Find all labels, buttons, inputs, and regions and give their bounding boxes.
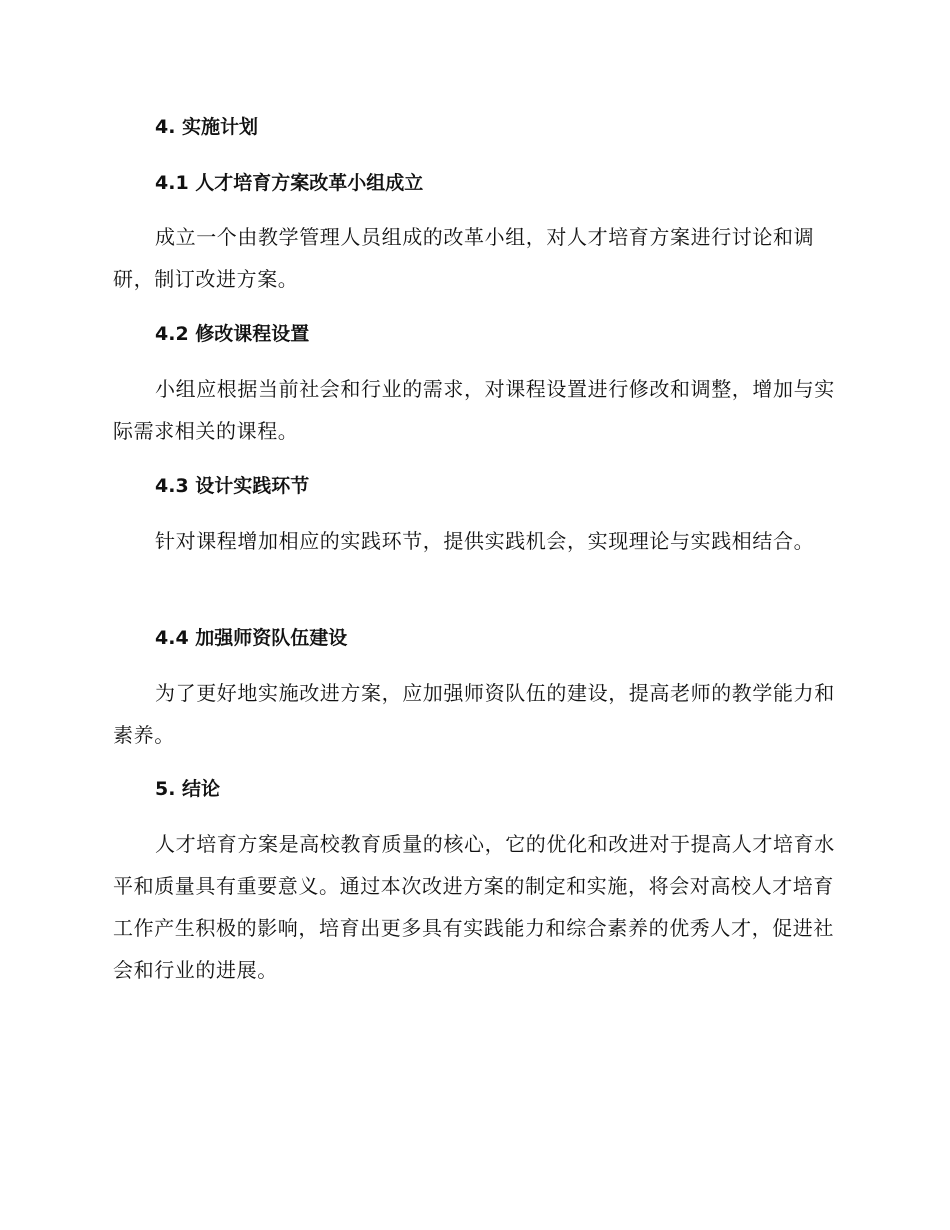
subsection-heading-4-4: 4.4 加强师资队伍建设 [155, 627, 348, 649]
section-heading-conclusion: 5. 结论 [155, 778, 221, 800]
subsection-heading-4-3: 4.3 设计实践环节 [155, 475, 310, 497]
section-heading-implementation-plan: 4. 实施计划 [155, 116, 259, 138]
subsection-heading-4-2: 4.2 修改课程设置 [155, 323, 310, 345]
paragraph-4-3: 针对课程增加相应的实践环节，提供实践机会，实现理论与实践相结合。 [155, 529, 815, 553]
paragraph-4-4: 为了更好地实施改进方案，应加强师资队伍的建设，提高老师的教学能力和素养。 [113, 681, 835, 747]
paragraph-conclusion: 人才培育方案是高校教育质量的核心，它的优化和改进对于提高人才培育水平和质量具有重要意义。通过本次改进方案的制定和实施，将会对高校人才培育工作产生积极的影响，培育出更多具有实践能力和综合素养的优秀人才，促进社会和行业的进展。 [113, 832, 835, 982]
subsection-heading-4-1: 4.1 人才培育方案改革小组成立 [155, 172, 424, 194]
paragraph-4-2: 小组应根据当前社会和行业的需求，对课程设置进行修改和调整，增加与实际需求相关的课程。 [113, 377, 835, 443]
paragraph-4-1: 成立一个由教学管理人员组成的改革小组，对人才培育方案进行讨论和调研，制订改进方案。 [113, 225, 815, 291]
